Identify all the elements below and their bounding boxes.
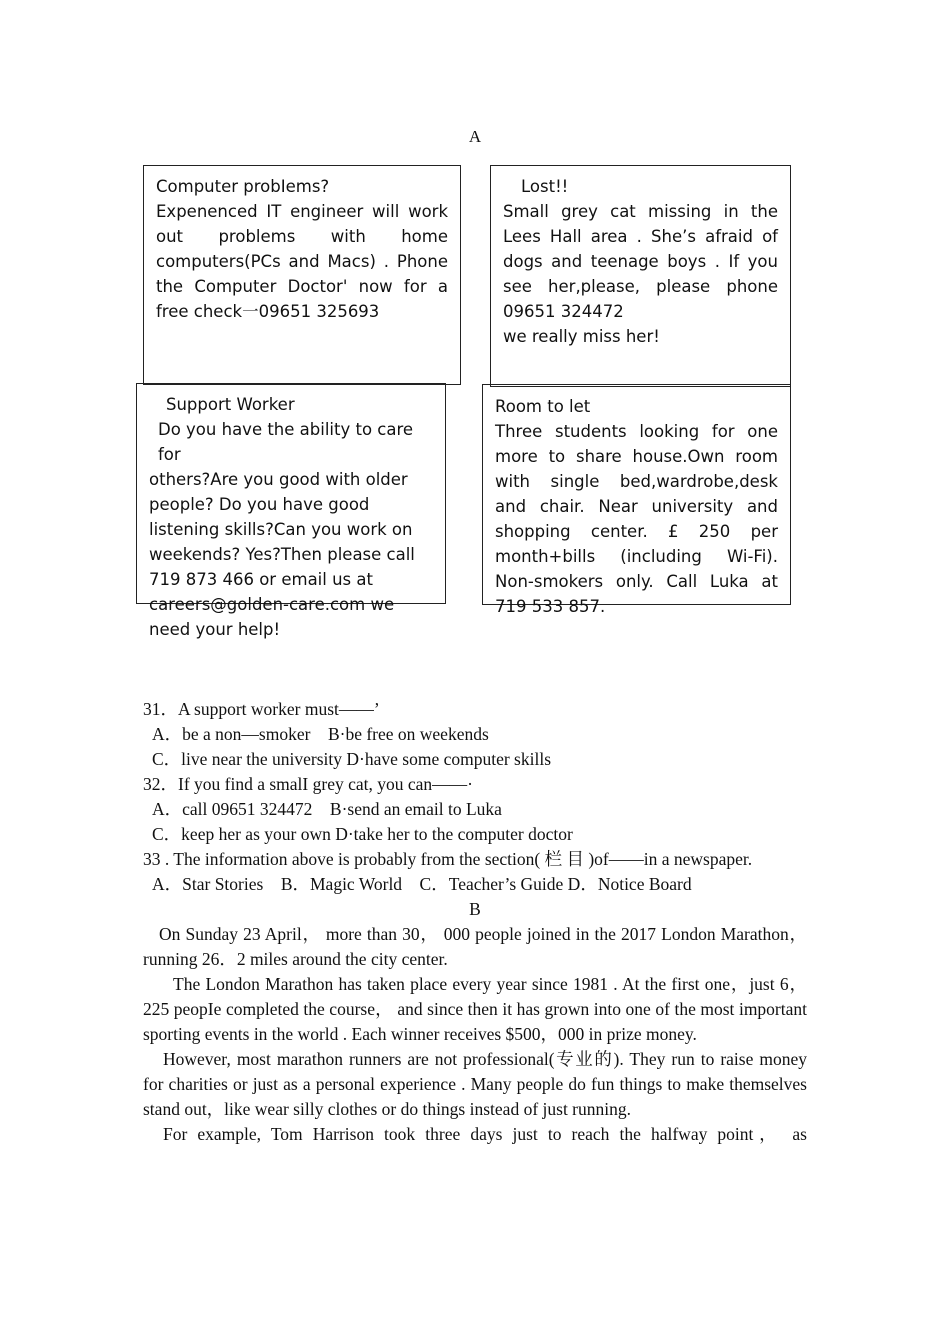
passage-b-paragraph-2: The London Marathon has taken place every year since 1981 . At the first one，just 6，225 peopIe completed the course， and since then it has grown into one of the most important sporting events in the world . Each winner receives $500，000 in prize money. — [143, 974, 807, 1044]
ad-room-body: Three students looking for one more to share house.Own room with single bed,wardrobe,desk and chair. Near university and shopping center. £ 250 per month+bills (including Wi-Fi). Non-smokers only. Call Luka at 719 533 857. — [495, 422, 778, 616]
q32-options-cd: C．keep her as your own D·take her to the computer doctor — [152, 824, 573, 844]
ad-lost-title: Lost!! — [521, 177, 569, 196]
q31-options-cd: C．live near the university D·have some computer skills — [152, 749, 552, 769]
q31-options-ab: A．be a non—smoker B·be free on weekends — [152, 724, 489, 744]
ad-support-title: Support Worker — [166, 395, 295, 414]
q32-stem: 32．If you find a smalI grey cat, you can——· — [143, 774, 473, 794]
q32-options-ab: A．call 09651 324472 B·send an email to Luka — [152, 799, 502, 819]
passage-b-paragraph-3: However, most marathon runners are not professional(专业的). They run to raise money for charities or just as a personal experience . Many people do fun things to make themselves stand out，like wear silly clothes or do things instead of just running. — [143, 1049, 807, 1119]
ad-room-title: Room to let — [495, 397, 591, 416]
ad-lost-body: Small grey cat missing in the Lees Hall area . She’s afraid of dogs and teenage boys . If you see her,please, please phone 09651 324472 — [503, 202, 778, 321]
ad-support-body: others?Are you good with older people? Do you have good listening skills?Can you work on weekends? Yes?Then please call 719 873 466 or email us at careers@golden-care.com we need your help! — [149, 470, 415, 639]
ad-support-worker — [136, 383, 446, 639]
passage-b-paragraph-1: On Sunday 23 April， more than 30， 000 people joined in the 2017 London Marathon，running 26．2 miles around the city center. — [143, 924, 807, 969]
ad-support-body-first-line: Do you have the ability to care for — [158, 420, 414, 464]
ad-computer-body: Expenenced IT engineer will work out problems with home computers(PCs and Macs) . Phone the Computer Doctor' now for a free check一09651 325693 — [156, 202, 448, 321]
passage-b-paragraph-4: For example, Tom Harrison took three days just to reach the halfway point， as — [163, 1124, 807, 1144]
ad-computer-title: Computer probIems? — [156, 177, 330, 196]
questions-and-passage — [143, 697, 807, 1147]
q31-stem: 31．A support worker must——’ — [143, 699, 380, 719]
ad-lost-closing: we really miss her! — [503, 327, 660, 346]
q33-stem: 33 . The information above is probably from the section( 栏 目 )of——in a newspaper. — [143, 849, 753, 869]
q33-options: A．Star Stories B．Magic World C．Teacher’s Guide D．Notice Board — [152, 874, 692, 894]
section-a-label: A — [468, 127, 482, 146]
ad-lost-cat — [490, 165, 791, 387]
ad-room-to-let — [482, 384, 791, 616]
ad-computer-problems — [143, 165, 461, 385]
section-b-label: B — [469, 899, 481, 919]
